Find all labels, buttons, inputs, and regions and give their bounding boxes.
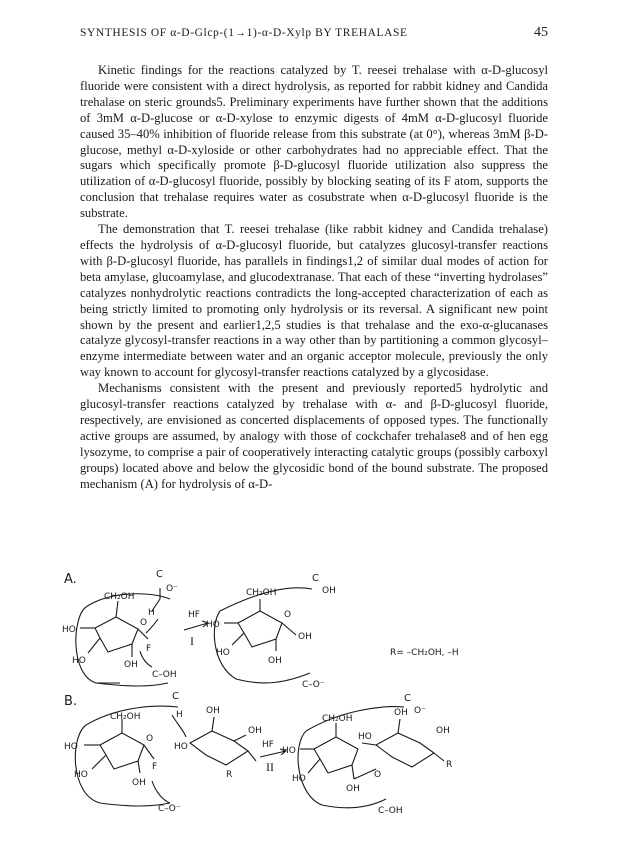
carboxyl-o-minus-a: O⁻ (166, 584, 178, 594)
water-h-a: H (148, 608, 155, 618)
r-product-b: R (446, 760, 453, 770)
fluoride-b: F (152, 762, 158, 772)
body-text (80, 63, 548, 492)
page-number: 45 (534, 25, 548, 40)
mechanism-figure (60, 555, 560, 850)
ho-a-right-1: HO (206, 620, 220, 630)
hf-a: HF (188, 610, 200, 620)
o-minus-b-right: O⁻ (414, 706, 426, 716)
oh-carboxyl-a-right: OH (322, 586, 336, 596)
oh-acceptor-top-b: OH (206, 706, 220, 716)
ho-b-left-1: HO (64, 742, 78, 752)
scheme-a-label: A. (64, 572, 77, 587)
mechanism-scheme (60, 555, 560, 850)
ho-acceptor-b: HO (174, 742, 188, 752)
scheme-b-label: B. (64, 694, 78, 709)
ho-a-right-2: HO (216, 648, 230, 658)
acceptor-h-b: H (176, 710, 183, 720)
hf-b: HF (262, 740, 274, 750)
r-acceptor-b: R (226, 770, 233, 780)
fluoride-a: F (146, 644, 152, 654)
oh-b-left: OH (132, 778, 146, 788)
c-oh-b: C–OH (378, 806, 403, 816)
carboxyl-c-a-right: C (312, 573, 319, 584)
ring-o-a-right: O (284, 610, 292, 620)
ho-b-right-2: HO (292, 774, 306, 784)
c-o-minus-a: C–O⁻ (302, 680, 325, 690)
ch2oh-b-left: CH₂OH (110, 712, 141, 722)
carboxyl-c-b: C (172, 691, 179, 702)
ch2oh-a-left: CH₂OH (104, 592, 135, 602)
oh-a-right-1: OH (268, 656, 282, 666)
ch2oh-a-right: CH₂OH (246, 588, 277, 598)
oh-a-right-2: OH (298, 632, 312, 642)
oh-b-xylose-right: OH (436, 726, 450, 736)
ho-a-left-2: HO (72, 656, 86, 666)
ho-b-xylose: HO (358, 732, 372, 742)
oh-b-right: OH (346, 784, 360, 794)
ring-o-b-left: O (146, 734, 154, 744)
step-i: I (190, 634, 194, 648)
oh-a-left: OH (124, 660, 138, 670)
ch2oh-b-right: CH₂OH (322, 714, 353, 724)
ring-o-a-left: O (140, 618, 148, 628)
step-ii: II (266, 760, 274, 774)
paragraph-1: Kinetic findings for the reactions catalyzed by T. reesei trehalase with α-D-glucosyl fluoride were consistent with a direct hydrolysis, as reported for rabbit kidney and Candida trehalase on steric grounds5. Preliminary experiments have further shown that the additions of 3mM α-D-glucose or α-D-xylose to enzymic digests of 4mM α-D-glucosyl fluoride caused 35–40% inhibition of fluoride release from this substrate (at 0°), whereas 3mM β-D-glucose, methyl α-D-xyloside or other carbohydrates had no appreciable effect. That the sugars which specifically promote β-D-glucosyl fluoride utilization also suppress the utilization of α-D-glucosyl fluoride, possibly by blocking seating of its F atom, supports the conclusion that trehalase requires water as cosubstrate when α-D-glucosyl fluoride is the substrate. (80, 63, 548, 221)
page-header (80, 27, 548, 47)
ho-b-left-2: HO (74, 770, 88, 780)
oh-acceptor-right-b: OH (248, 726, 262, 736)
ho-b-right-1: HO (282, 746, 296, 756)
c-oh-a: C–OH (152, 670, 177, 680)
carboxyl-c-a: C (156, 569, 163, 580)
carboxyl-c-b-right: C (404, 693, 411, 704)
r-definition: R= –CH₂OH, –H (390, 648, 459, 658)
oh-b-xylose-top: OH (394, 708, 408, 718)
paragraph-2: The demonstration that T. reesei trehalase (like rabbit kidney and Candida trehalase) effects the hydrolysis of α-D-glucosyl fluoride, but catalyzes glucosyl-transfer reactions with β-D-glucosyl fluoride, has parallels in findings1,2 of similar dual modes of action for beta amylase, glucoamylase, and glucodextranase. That each of these “inverting hydrolases” catalyzes nonhydrolytic reactions contradicts the long-accepted characterization of each as being strictly limited to promoting only hydrolysis or its reversal. A significant new point shown by the present and earlier1,2,5 studies is that trehalase and the exo-α-glucanases catalyze glycosyl-transfer reactions in a way other than by partitioning a common glycosyl–enzyme intermediate between water and an organic acceptor molecule, previously the only way known to account for glycosyl-transfer reactions catalyzed by a glycosidase. (80, 222, 548, 380)
running-head: SYNTHESIS OF α-D-Glcp-(1→1)-α-D-Xylp BY TREHALASE (80, 27, 408, 39)
paragraph-3: Mechanisms consistent with the present and previously reported5 hydrolytic and glucosyl-transfer reactions catalyzed by trehalase with α- and β-D-glucosyl fluoride, respectively, are envisioned as concerted displacements of opposed types. The functionally active groups are assumed, by analogy with those of cockchafer trehalase8 and of hen egg lysozyme, to comprise a pair of cooperatively interacting catalytic groups (possibly carboxyl groups) located above and below the glycosidic bond of the bound substrate. The proposed mechanism (A) for hydrolysis of α-D- (80, 381, 548, 491)
glycosidic-o-b: O (374, 770, 382, 780)
c-o-minus-b: C–O⁻ (158, 804, 181, 814)
ho-a-left-1: HO (62, 625, 76, 635)
